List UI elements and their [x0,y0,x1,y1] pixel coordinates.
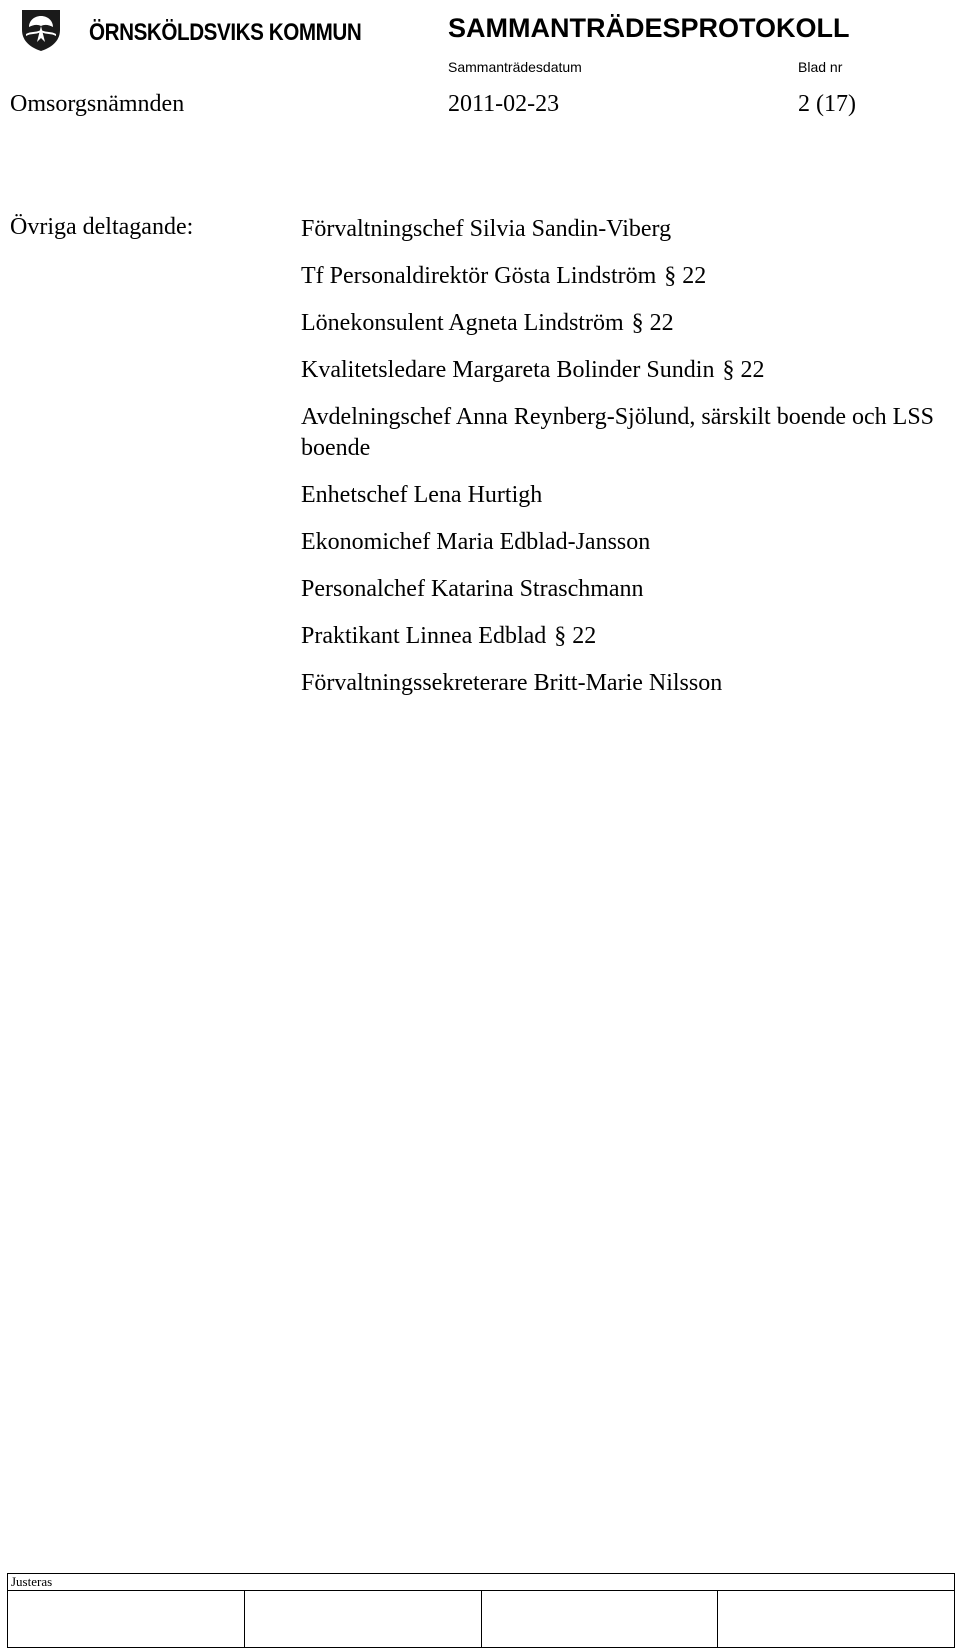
signature-cell [8,1591,245,1648]
participant-text: Lönekonsulent Agneta Lindström [301,310,624,336]
coat-of-arms-icon [20,8,62,52]
participant-item [301,355,941,386]
participants-list [301,214,941,715]
page-number: 2 (17) [798,91,856,117]
participant-item [301,480,941,511]
participant-text: Förvaltningschef Silvia Sandin-Viberg [301,216,672,242]
participant-item [301,261,941,292]
participant-text: Praktikant Linnea Edblad [301,623,547,649]
signature-cell [481,1591,718,1648]
participant-text: Kvalitetsledare Margareta Bolinder Sundin [301,357,715,383]
participant-text: Personalchef Katarina Straschmann [301,576,644,602]
document-type-title: SAMMANTRÄDESPROTOKOLL [448,13,850,43]
signature-label: Justeras [8,1574,955,1591]
participants-label: Övriga deltagande: [10,214,194,240]
participant-item [301,402,941,464]
section-reference: § 22 [631,310,674,336]
participant-text: Enhetschef Lena Hurtigh [301,482,543,508]
committee-name: Omsorgsnämnden [10,91,185,117]
participant-text: Förvaltningssekreterare Britt-Marie Nilsson [301,670,723,696]
participant-item [301,308,941,339]
page-label: Blad nr [798,59,843,75]
date-label: Sammanträdesdatum [448,59,582,75]
section-reference: § 22 [554,623,597,649]
signature-cell [718,1591,955,1648]
municipality-name: ÖRNSKÖLDSVIKS KOMMUN [89,19,362,46]
participant-item [301,621,941,652]
participant-item [301,668,941,699]
participant-text: Ekonomichef Maria Edblad-Jansson [301,529,651,555]
meeting-date: 2011-02-23 [448,91,560,117]
section-reference: § 22 [722,357,765,383]
participant-item [301,214,941,245]
signature-table [7,1573,955,1648]
participant-item [301,574,941,605]
municipality-logo [20,8,362,52]
signature-cell [244,1591,481,1648]
participant-item [301,527,941,558]
participant-text: Tf Personaldirektör Gösta Lindström [301,263,657,289]
section-reference: § 22 [664,263,707,289]
participant-text: Avdelningschef Anna Reynberg-Sjölund, särskilt boende och LSS boende [301,404,935,461]
